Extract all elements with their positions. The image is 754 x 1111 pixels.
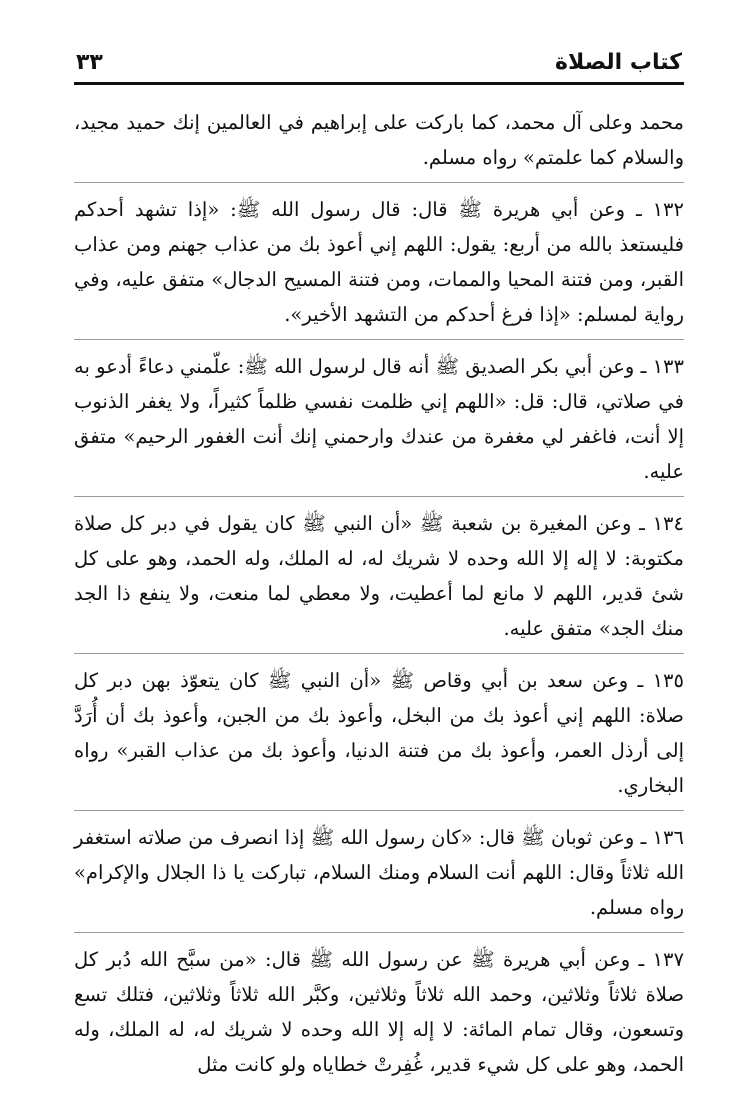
hadith-paragraph: ١٣٧ ـ وعن أبي هريرة ﷺ عن رسول الله ﷺ قال: «من سبَّح الله دُبر كل صلاة ثلاثاً وثلاثين، وحمد الله ثلاثاً وثلاثين، وكبَّر الله ثلاثاً وثلاثين، فتلك تسع وتسعون، وقال تمام المائة: لا إله إلا الله وحده لا شريك له، له الملك، وله الحمد، وهو على كل شيء قدير، غُفِرتْ خطاياه ولو كانت مثل xyxy=(74,948,684,1076)
paragraph-divider xyxy=(74,810,684,811)
paragraph-divider xyxy=(74,496,684,497)
hadith-paragraph: ١٣٣ ـ وعن أبي بكر الصديق ﷺ أنه قال لرسول الله ﷺ: علّمني دعاءً أدعو به في صلاتي، قال: قل: «اللهم إني ظلمت نفسي ظلماً كثيراً، ولا يغفر الذنوب إلا أنت، فاغفر لي مغفرة من عندك وارحمني إنك أنت الغفور الرحيم» متفق عليه. xyxy=(74,355,684,483)
page-header xyxy=(74,40,684,78)
hadith-paragraph: ١٣٤ ـ وعن المغيرة بن شعبة ﷺ «أن النبي ﷺ كان يقول في دبر كل صلاة مكتوبة: لا إله إلا الله وحده لا شريك له، له الملك، وله الحمد، وهو على كل شئ قدير، اللهم لا مانع لما أعطيت، ولا معطي لما منعت، ولا ينفع ذا الجد منك الجد» متفق عليه. xyxy=(74,512,684,640)
page-number: ٣٣ xyxy=(76,50,103,75)
hadith-paragraph: محمد وعلى آل محمد، كما باركت على إبراهيم في العالمين إنك حميد مجيد، والسلام كما علمتم» رواه مسلم. xyxy=(74,111,684,169)
hadith-paragraph: ١٣٢ ـ وعن أبي هريرة ﷺ قال: قال رسول الله ﷺ: «إذا تشهد أحدكم فليستعذ بالله من أربع: يقول: اللهم إني أعوذ بك من عذاب جهنم ومن عذاب القبر، ومن فتنة المحيا والممات، ومن فتنة المسيح الدجال» متفق عليه، وفي رواية لمسلم: «إذا فرغ أحدكم من التشهد الأخير». xyxy=(74,198,684,326)
paragraph-divider xyxy=(74,653,684,654)
hadith-paragraph: ١٣٦ ـ وعن ثوبان ﷺ قال: «كان رسول الله ﷺ إذا انصرف من صلاته استغفر الله ثلاثاً وقال: اللهم أنت السلام ومنك السلام، تباركت يا ذا الجلال والإكرام» رواه مسلم. xyxy=(74,826,684,919)
paragraph-divider xyxy=(74,932,684,933)
hadith-paragraph: ١٣٥ ـ وعن سعد بن أبي وقاص ﷺ «أن النبي ﷺ كان يتعوّذ بهن دبر كل صلاة: اللهم إني أعوذ بك من البخل، وأعوذ بك من الجبن، وأعوذ بك أن أُرَدَّ إلى أرذل العمر، وأعوذ بك من فتنة الدنيا، وأعوذ بك من عذاب القبر» رواه البخاري. xyxy=(74,669,684,797)
paragraph-divider xyxy=(74,339,684,340)
paragraph-divider xyxy=(74,182,684,183)
header-rule xyxy=(74,82,684,85)
page-body xyxy=(74,105,684,1082)
book-page xyxy=(74,40,684,1082)
book-title: كتاب الصلاة xyxy=(555,50,682,75)
